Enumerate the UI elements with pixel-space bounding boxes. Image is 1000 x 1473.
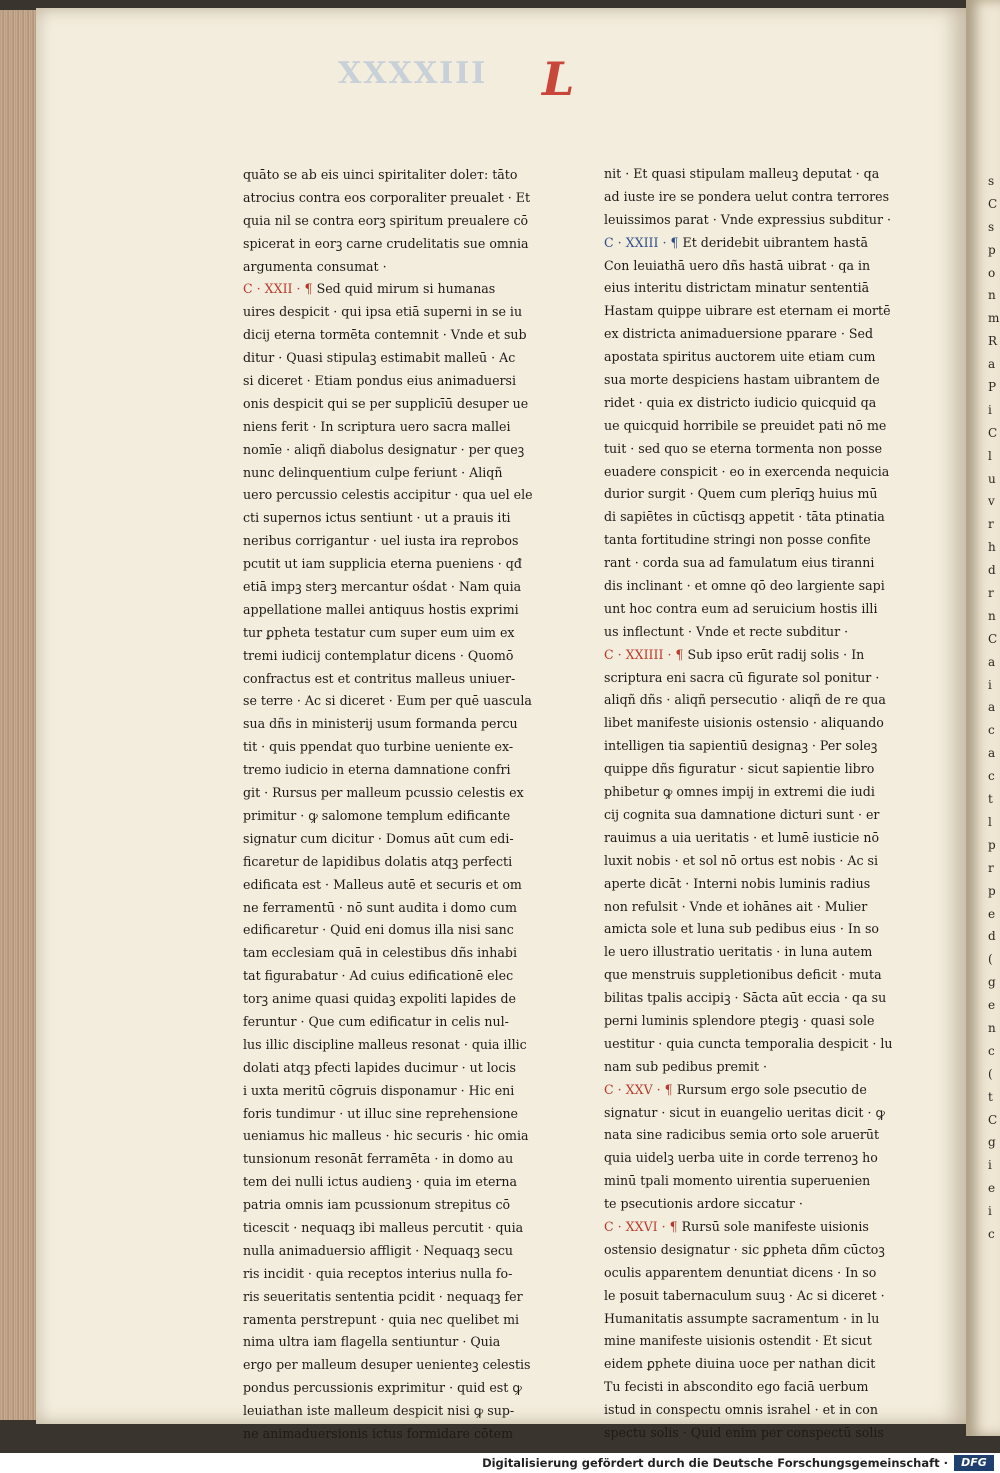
text-line: torꝫ anime quasi quidaꝫ expoliti lapides de xyxy=(243,991,516,1007)
margin-letter: a xyxy=(988,746,996,761)
text-line: quippe dñs figuratur · sicut sapientie libro xyxy=(604,761,875,777)
text-line: dolati atqꝫ pfecti lapides ducimur · ut locis xyxy=(243,1059,516,1075)
text-line: rauimus a uia ueritatis · et lumē iusticie nō xyxy=(604,829,880,845)
text-line: sua morte despiciens hastam uibrantem de xyxy=(604,372,880,388)
margin-letter: ( xyxy=(988,952,993,967)
right-text-column xyxy=(604,163,904,1445)
text-line: spectu solis · Quid enim per conspectū solis xyxy=(604,1424,884,1440)
text-line: pcutit ut iam supplicia eterna pueniens · qđ xyxy=(243,556,522,572)
margin-letter: C xyxy=(988,631,998,646)
margin-letter: a xyxy=(988,700,996,715)
margin-letter: u xyxy=(988,471,996,486)
text-line: eidem ꝑphete diuina uoce per nathan dicit xyxy=(604,1356,876,1372)
text-line: non refulsit · Vnde et iohānes ait · Mulier xyxy=(604,898,868,914)
margin-letter: c xyxy=(988,1043,995,1058)
margin-letter: r xyxy=(988,586,994,601)
text-line: luxit nobis · et sol nō ortus est nobis · Ac si xyxy=(604,852,878,868)
text-line: C · XXIII · ¶ Et deridebit uibrantem hastā xyxy=(604,234,868,250)
text-line: durior surgit · Quem cum plerīqꝫ huius mū xyxy=(604,486,878,502)
margin-letter: t xyxy=(988,1089,993,1104)
text-line: argumenta consumat · xyxy=(243,258,387,274)
margin-letter: s xyxy=(988,219,995,234)
text-line: eius interitu districtam minatur sententiā xyxy=(604,280,870,296)
text-line: cij cognita sua damnatione dicturi sunt · er xyxy=(604,806,880,822)
text-line: ueniamus hic malleus · hic securis · hic omia xyxy=(243,1128,529,1144)
margin-letter: n xyxy=(988,608,996,623)
text-line: git · Rursus per malleum pcussio celestis ex xyxy=(243,785,524,801)
dfg-logo: DFG xyxy=(954,1455,994,1471)
text-line: intelligen tia sapientiū designaꝫ · Per soleꝫ xyxy=(604,738,878,754)
text-line: quāto se ab eis uinci spiritaliter doleт: tāto xyxy=(243,167,518,182)
text-line: ue quicquid horribile se preuidet pati nō me xyxy=(604,417,887,433)
text-line: tem dei nulli ictus audienꝫ · quia im eterna xyxy=(243,1174,518,1190)
text-line: ne ferramentū · nō sunt audita i domo cum xyxy=(243,899,517,915)
text-line: edificaretur · Quid eni domus illa nisi sanc xyxy=(243,922,514,938)
left-text-column xyxy=(243,164,543,1446)
text-line: leuiathan iste malleum despicit nisi ꝙ sup- xyxy=(243,1403,515,1419)
margin-letter: d xyxy=(988,929,996,944)
text-line: us inflectunt · Vnde et recte subditur · xyxy=(604,623,849,639)
text-line: nata sine radicibus semia orto sole aruerūt xyxy=(604,1127,880,1143)
text-line: cti supernos ictus sentiunt · ut a prauis iti xyxy=(243,510,511,526)
text-line: si diceret · Etiam pondus eius animaduersi xyxy=(243,373,517,389)
margin-letter: o xyxy=(988,265,996,280)
text-line: mine manifeste uisionis ostendit · Et sicut xyxy=(604,1333,872,1349)
funding-credit: Digitalisierung gefördert durch die Deutsche Forschungsgemeinschaft · xyxy=(482,1456,948,1470)
facing-page-margin-letters xyxy=(988,170,1000,1246)
margin-letter: e xyxy=(988,906,996,921)
text-line: uero percussio celestis accipitur · qua uel ele xyxy=(243,487,533,503)
margin-letter: l xyxy=(988,448,992,463)
margin-letter: c xyxy=(988,723,995,738)
rubricated-initial: L xyxy=(542,52,575,106)
margin-letter: p xyxy=(988,883,996,898)
text-line: rant · corda sua ad famulatum eius tiranni xyxy=(604,555,875,571)
margin-letter: e xyxy=(988,998,996,1013)
margin-letter: l xyxy=(988,814,992,829)
text-line: lus illic discipline malleus resonat · quia illic xyxy=(243,1036,527,1052)
margin-letter: i xyxy=(988,402,992,417)
margin-letter: i xyxy=(988,1204,992,1219)
text-line: istud in conspectu omnis israhel · et in con xyxy=(604,1402,878,1418)
text-line: aliqñ dñs · aliqñ persecutio · aliqñ de re qua xyxy=(604,692,886,708)
text-line: tam ecclesiam quā in celestibus dñs inhabi xyxy=(243,945,517,961)
text-line: edificata est · Malleus autē et securis et om xyxy=(243,876,522,892)
margin-letter: c xyxy=(988,1226,995,1241)
text-line: di sapiētes in cūctisqꝫ appetit · tāta ptinatia xyxy=(604,509,885,525)
text-line: bilitas tpalis accipiꝫ · Sācta aūt eccia · qa su xyxy=(604,990,887,1006)
margin-letter: i xyxy=(988,1158,992,1173)
text-line: ne animaduersionis ictus formidare cōtem xyxy=(243,1425,514,1441)
text-line: pondus percussionis exprimitur · quid est ꝙ xyxy=(243,1380,522,1396)
text-line: aperte dicāt · Interni nobis luminis radius xyxy=(604,875,871,891)
margin-letter: n xyxy=(988,288,996,303)
text-line: Con leuiathā uero dñs hastā uibrat · qa in xyxy=(604,257,871,273)
text-line: ad iuste ire se pondera uelut contra terrores xyxy=(604,188,890,204)
text-line: apostata spiritus auctorem uite etiam cum xyxy=(604,349,876,365)
margin-letter: g xyxy=(988,1135,996,1150)
text-line: ramenta perstrepunt · quia nec quelibet mi xyxy=(243,1311,520,1327)
text-line: dicij eterna tormēta contemnit · Vnde et sub xyxy=(243,327,527,343)
text-line: C · XXII · ¶ Sed quid mirum si humanas xyxy=(243,281,496,297)
text-line: euadere conspicit · eo in exercenda nequicia xyxy=(604,463,890,479)
text-line: ris incidit · quia receptos interius nulla fo- xyxy=(243,1265,513,1281)
text-line: confractus est et contritus malleus uniuer- xyxy=(243,670,516,686)
text-line: dis inclinant · et omne qō deo largiente sapi xyxy=(604,578,885,594)
text-line: se terre · Ac si diceret · Eum per quē uascula xyxy=(243,693,532,709)
text-line: Humanitatis assumpte sacramentum · in lu xyxy=(604,1310,880,1326)
margin-letter: a xyxy=(988,654,996,669)
text-line: atrocius contra eos corporaliter preualet · Et xyxy=(243,189,531,205)
text-line: ditur · Quasi stipulaꝫ estimabit malleū · Ac xyxy=(243,350,516,366)
text-line: C · XXVI · ¶ Rursū sole manifeste uisionis xyxy=(604,1218,869,1234)
margin-letter: h xyxy=(988,540,996,555)
text-line: signatur · sicut in euangelio ueritas dicit · ꝙ xyxy=(604,1104,885,1120)
text-line: le uero illustratio ueritatis · in luna autem xyxy=(604,944,873,960)
text-line: primitur · ꝙ salomone templum edificante xyxy=(243,807,511,823)
text-line: phibetur ꝙ omnes impij in extremi die iudi xyxy=(604,784,875,800)
text-line: nima ultra iam flagella sentiuntur · Quia xyxy=(243,1334,501,1350)
margin-letter: C xyxy=(988,1112,998,1127)
text-line: ticescit · nequaqꝫ ibi malleus percutit · quia xyxy=(243,1219,524,1235)
text-line: uestitur · quia cuncta temporalia despicit · lu xyxy=(604,1035,893,1051)
text-line: spicerat in eorꝫ carne crudelitatis sue omnia xyxy=(243,235,529,251)
text-line: nomīe · aliqñ diabolus designatur · per queꝫ xyxy=(243,441,525,457)
text-line: te psecutionis ardore siccatur · xyxy=(604,1196,803,1212)
text-line: ex districta animaduersione pparare · Sed xyxy=(604,326,874,342)
text-line: nulla animaduersio affligit · Nequaqꝫ secu xyxy=(243,1242,514,1258)
text-line: signatur cum dicitur · Domus aūt cum edi- xyxy=(243,830,514,846)
text-line: feruntur · Que cum edificatur in celis nul- xyxy=(243,1013,509,1029)
margin-letter: c xyxy=(988,769,995,784)
margin-letter: ( xyxy=(988,1066,993,1081)
margin-letter: g xyxy=(988,975,996,990)
text-line: tanta fortitudine stringi non posse confite xyxy=(604,532,871,548)
text-line: unt hoc contra eum ad seruicium hostis illi xyxy=(604,600,878,616)
text-line: onis despicit qui se per supplicīū desuper ue xyxy=(243,395,529,411)
text-line: oculis apparentem denuntiat dicens · In so xyxy=(604,1264,877,1280)
margin-letter: C xyxy=(988,196,998,211)
margin-letter: d xyxy=(988,563,996,578)
margin-letter: p xyxy=(988,242,996,257)
text-line: scriptura eni sacra cū figurate sol ponitur · xyxy=(604,669,880,685)
margin-letter: v xyxy=(988,494,995,509)
text-line: appellatione mallei antiquus hostis exprimi xyxy=(243,601,519,617)
text-line: nam sub pedibus premit · xyxy=(604,1058,768,1074)
text-line: ridet · quia ex districto iudicio quicquid qa xyxy=(604,394,877,410)
text-line: ficaretur de lapidibus dolatis atqꝫ perfecti xyxy=(243,853,513,869)
margin-letter: r xyxy=(988,860,994,875)
text-line: etiā impꝫ sterꝫ mercantur ośdat · Nam quia xyxy=(243,579,522,595)
text-line: ergo per malleum desuper uenienteꝫ celestis xyxy=(243,1357,531,1373)
text-line: uires despicit · qui ipsa etiā superni in se iu xyxy=(243,304,523,320)
text-line: i uxta meritū cōgruis disponamur · Hic eni xyxy=(243,1082,515,1098)
margin-letter: m xyxy=(988,311,1000,326)
margin-letter: R xyxy=(988,334,998,349)
text-line: ris seueritatis sententia pcidit · nequaqꝫ fer xyxy=(243,1288,523,1304)
text-line: nunc delinquentium culpe feriunt · Aliqñ xyxy=(243,464,503,480)
margin-letter: p xyxy=(988,837,996,852)
text-line: tur ꝑpheta testatur cum super eum uim ex xyxy=(243,624,515,640)
text-line: tremi iudicij contemplatur dicens · Quomō xyxy=(243,647,514,663)
text-line: tremo iudicio in eterna damnatione confri xyxy=(243,762,511,778)
text-line: Tu fecisti in abscondito ego faciā uerbum xyxy=(604,1379,869,1395)
text-line: tunsionum resonāt ferramēta · in domo au xyxy=(243,1151,514,1167)
page-edges xyxy=(0,10,37,1420)
text-line: niens ferit · In scriptura uero sacra mallei xyxy=(243,418,511,434)
margin-letter: t xyxy=(988,792,993,807)
margin-letter: a xyxy=(988,357,996,372)
text-line: patria omnis iam pcussionum strepitus cō xyxy=(243,1197,511,1213)
text-line: neribus corrigantur · uel iusta ira reprobos xyxy=(243,533,519,549)
text-line: amicta sole et luna sub pedibus eius · In so xyxy=(604,921,879,937)
text-line: leuissimos parat · Vnde expressius subditur · xyxy=(604,211,891,227)
text-line: tit · quis ppendat quo turbine ueniente ex- xyxy=(243,739,514,755)
text-line: quia nil se contra eorꝫ spiritum preualere cō xyxy=(243,212,529,228)
text-line: nit · Et quasi stipulam malleuꝫ deputat · qa xyxy=(604,166,880,181)
margin-letter: s xyxy=(988,174,995,188)
text-line: que menstruis suppletionibus deficit · muta xyxy=(604,967,882,983)
margin-letter: n xyxy=(988,1020,996,1035)
text-line: ostensio designatur · sic ꝑpheta dñm cūctoꝫ xyxy=(604,1241,885,1257)
text-line: minū tpali momento uirentia superuenien xyxy=(604,1173,871,1189)
footer-bar xyxy=(0,1453,1000,1473)
text-line: tat figurabatur · Ad cuius edificationē elec xyxy=(243,968,514,984)
text-line: C · XXIIII · ¶ Sub ipso erūt radij solis · In xyxy=(604,646,865,662)
margin-letter: C xyxy=(988,425,998,440)
text-line: foris tundimur · ut illuc sine reprehensione xyxy=(243,1105,519,1121)
running-folio-showthrough: XXXXIII xyxy=(338,56,488,91)
text-line: sua dñs in ministerij usum formanda percu xyxy=(243,716,518,732)
text-line: perni luminis splendore ptegiꝫ · quasi sole xyxy=(604,1012,875,1028)
margin-letter: r xyxy=(988,517,994,532)
text-line: tuit · sed quo se eterna tormenta non posse xyxy=(604,440,883,456)
text-line: Hastam quippe uibrare est eternam ei mortē xyxy=(604,303,891,319)
text-line: quia uidelꝫ uerba uite in corde terrenoꝫ ho xyxy=(604,1150,878,1166)
margin-letter: e xyxy=(988,1181,996,1196)
margin-letter: i xyxy=(988,677,992,692)
text-line: C · XXV · ¶ Rursum ergo sole psecutio de xyxy=(604,1081,867,1097)
text-line: le posuit tabernaculum suuꝫ · Ac si diceret · xyxy=(604,1287,885,1303)
margin-letter: P xyxy=(988,380,997,395)
text-line: libet manifeste uisionis ostensio · aliquando xyxy=(604,715,884,731)
